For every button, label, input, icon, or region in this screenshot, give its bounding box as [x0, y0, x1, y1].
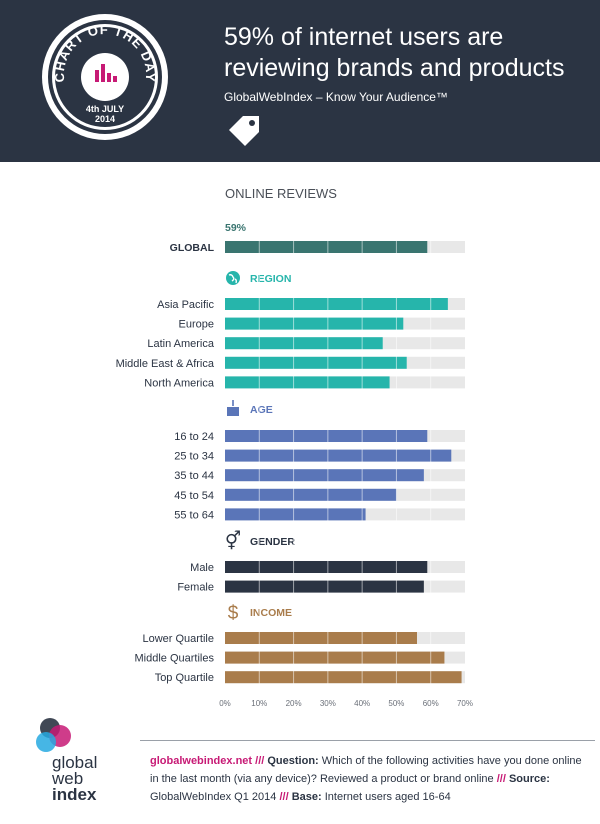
bar-region [225, 357, 407, 369]
x-tick-label: 60% [422, 699, 439, 709]
headline [224, 22, 594, 84]
footnote-question-label: Question: [267, 755, 319, 767]
category-label: North America [144, 377, 214, 390]
badge-bar-3 [107, 73, 111, 82]
footnote-separator: /// [279, 791, 289, 803]
badge-date-day: 4th JULY [85, 104, 125, 114]
section-heading-income: INCOME [250, 607, 292, 619]
category-label: 35 to 44 [174, 470, 214, 483]
bar-age [225, 469, 424, 481]
footnote-base-text: Internet users aged 16-64 [324, 791, 451, 803]
category-label: Male [190, 562, 214, 574]
footnote-site-link[interactable]: globalwebindex.net [150, 755, 253, 767]
category-label: Female [177, 581, 214, 594]
category-label: Asia Pacific [157, 299, 214, 311]
footnote-question-text: Which of the following activities have you done online in the last month (via any device)? Reviewed a product or brand online [150, 755, 582, 785]
logo-word-index: index [52, 785, 97, 804]
category-label: Middle East & Africa [115, 357, 214, 370]
category-label: 16 to 24 [174, 431, 214, 443]
logo-word-web: web [52, 769, 84, 788]
bar-region [225, 298, 448, 310]
subline: GlobalWebIndex – Know Your Audience™ [224, 90, 448, 104]
x-tick-label: 70% [456, 699, 474, 709]
headline-line-2: reviewing brands and products [224, 54, 565, 82]
footnote [150, 752, 590, 806]
section-heading-gender: GENDER [250, 536, 295, 548]
bar-region [225, 318, 403, 330]
online-reviews-chart [0, 170, 600, 730]
category-label: Middle Quartiles [134, 652, 214, 665]
category-label: GLOBAL [169, 242, 214, 254]
section-heading-region: REGION [250, 273, 292, 285]
bar-income [225, 671, 462, 683]
badge-title: CHART OF THE DAY [51, 21, 159, 83]
badge-bar-1 [95, 70, 99, 82]
dollar-icon: $ [227, 603, 239, 624]
birthday-cake-icon [232, 400, 234, 406]
chart-title: ONLINE REVIEWS [225, 186, 337, 201]
bar-age [225, 508, 366, 520]
bar-region [225, 337, 383, 349]
header-banner [0, 0, 600, 162]
footnote-separator: /// [496, 773, 506, 785]
global-value-label: 59% [225, 222, 247, 234]
bar-global [225, 241, 427, 253]
x-tick-label: 20% [285, 699, 302, 709]
bar-region [225, 376, 390, 388]
category-label: Lower Quartile [142, 633, 214, 645]
section-heading-age: AGE [250, 404, 273, 416]
x-tick-label: 50% [388, 699, 405, 709]
birthday-cake-icon [227, 407, 239, 416]
category-label: 25 to 34 [174, 450, 214, 463]
footnote-source-text: GlobalWebIndex Q1 2014 [150, 791, 277, 803]
logo-word-global: global [52, 753, 98, 772]
footnote-separator: /// [255, 755, 265, 767]
bar-age [225, 430, 427, 442]
badge-bar-2 [101, 64, 105, 82]
category-label: 45 to 54 [174, 489, 214, 502]
category-label: Latin America [147, 338, 214, 351]
x-tick-label: 30% [319, 699, 336, 709]
x-tick-label: 0% [219, 699, 231, 709]
badge-bar-4 [113, 76, 117, 82]
bar-income [225, 632, 417, 644]
category-label: Top Quartile [154, 672, 214, 685]
bar-gender [225, 581, 424, 593]
footnote-source-label: Source: [508, 773, 550, 785]
category-label: 55 to 64 [174, 509, 214, 522]
bar-gender [225, 561, 427, 573]
bar-age [225, 489, 396, 501]
category-label: Europe [178, 318, 214, 331]
headline-line-1: 59% of internet users are [224, 23, 504, 51]
footer-divider [140, 740, 595, 741]
price-tag-icon [225, 114, 261, 150]
badge-date-year: 2014 [94, 114, 116, 124]
gender-icon: ⚥ [224, 531, 242, 552]
bar-income [225, 652, 444, 664]
x-tick-label: 40% [354, 699, 371, 709]
footnote-base-label: Base: [291, 791, 322, 803]
chart-of-the-day-badge [40, 12, 170, 142]
x-tick-label: 10% [251, 699, 268, 709]
globalwebindex-logo [30, 716, 130, 816]
